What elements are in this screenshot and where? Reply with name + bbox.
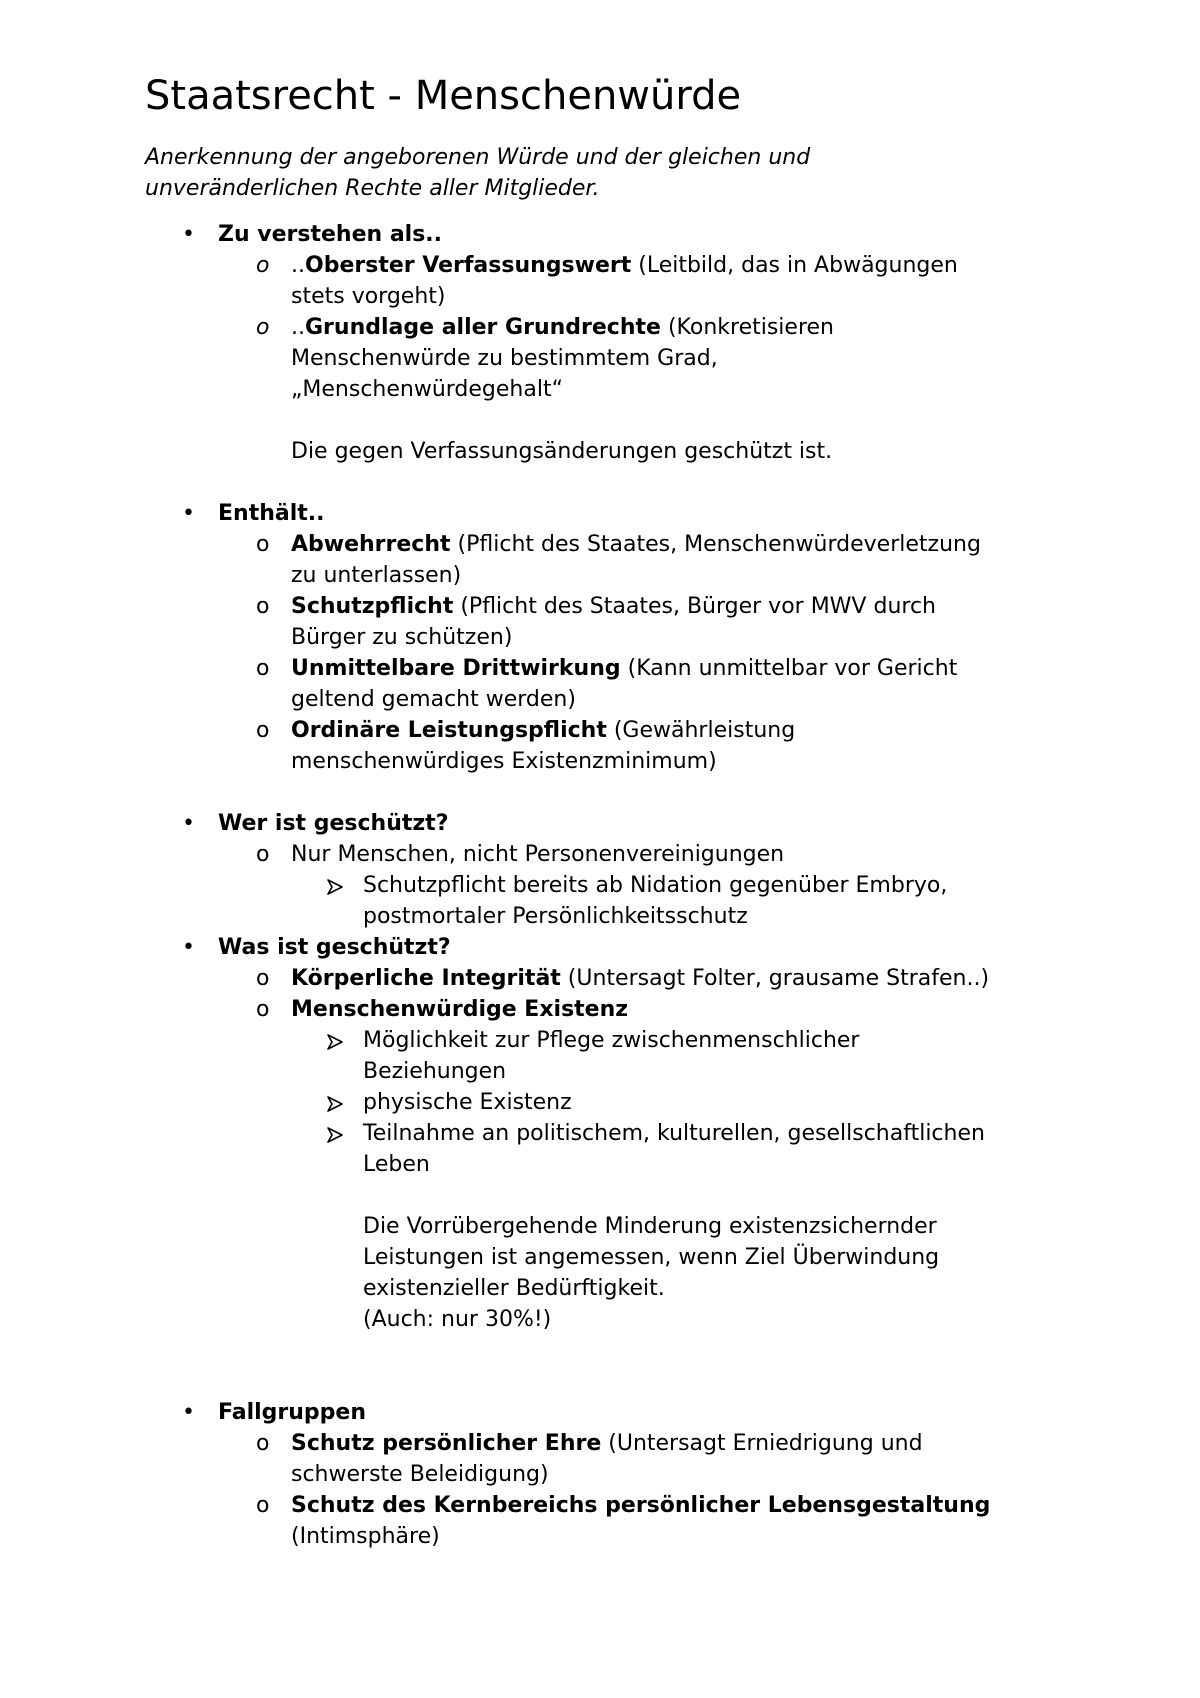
list-item-drittwirkung bbox=[291, 653, 957, 684]
sub-bullet-marker: o bbox=[256, 1431, 270, 1456]
section-heading-was-geschuetzt: Was ist geschützt? bbox=[218, 935, 451, 960]
item-continuation: schwerste Beleidigung) bbox=[291, 1462, 549, 1487]
sub-bullet-marker: o bbox=[256, 315, 270, 340]
item-continuation: Bürger zu schützen) bbox=[291, 625, 513, 650]
sub-item-teilnahme: Teilnahme an politischem, kulturellen, gesellschaftlichen bbox=[363, 1121, 985, 1146]
item-term: Schutzpflicht bbox=[291, 594, 454, 619]
item-continuation: Beziehungen bbox=[363, 1059, 507, 1084]
note-line-1: Die Vorrübergehende Minderung existenzsichernder bbox=[363, 1214, 937, 1239]
list-item-oberster-verfassungswert bbox=[291, 250, 958, 281]
sub-item-pflege-beziehungen: Möglichkeit zur Pflege zwischenmenschlicher bbox=[363, 1028, 860, 1053]
arrow-bullet-icon bbox=[326, 1126, 344, 1144]
section-heading-enthaelt: Enthält.. bbox=[218, 501, 325, 526]
item-text: (Gewährleistung bbox=[606, 718, 796, 743]
section-heading-wer-geschuetzt: Wer ist geschützt? bbox=[218, 811, 449, 836]
item-continuation: stets vorgeht) bbox=[291, 284, 446, 309]
item-term: Körperliche Integrität bbox=[291, 966, 561, 991]
item-text: (Konkretisieren bbox=[660, 315, 834, 340]
sub-bullet-marker: o bbox=[256, 842, 270, 867]
item-text: (Untersagt Erniedrigung und bbox=[601, 1431, 923, 1456]
item-term: Grundlage aller Grundrechte bbox=[305, 315, 661, 340]
item-continuation: menschenwürdiges Existenzminimum) bbox=[291, 749, 717, 774]
bullet-marker: • bbox=[182, 222, 195, 247]
list-item-nur-menschen: Nur Menschen, nicht Personenvereinigungen bbox=[291, 842, 785, 867]
item-text: (Untersagt Folter, grausame Strafen..) bbox=[560, 966, 990, 991]
sub-bullet-marker: o bbox=[256, 532, 270, 557]
item-term: Abwehrrecht bbox=[291, 532, 451, 557]
list-item-schutz-ehre bbox=[291, 1428, 923, 1459]
intro-line-1: Anerkennung der angeborenen Würde und der gleichen und bbox=[145, 145, 811, 170]
list-item-abwehrrecht bbox=[291, 529, 981, 560]
list-item-schutzpflicht bbox=[291, 591, 936, 622]
item-prefix: .. bbox=[291, 253, 305, 278]
item-term: Oberster Verfassungswert bbox=[305, 253, 632, 278]
section-note: Die gegen Verfassungsänderungen geschützt ist. bbox=[291, 439, 833, 464]
item-text: (Kann unmittelbar vor Gericht bbox=[620, 656, 958, 681]
item-continuation: Menschenwürde zu bestimmtem Grad, bbox=[291, 346, 718, 371]
note-line-4: (Auch: nur 30%!) bbox=[363, 1307, 552, 1332]
item-text: (Pflicht des Staates, Menschenwürdeverletzung bbox=[450, 532, 981, 557]
item-continuation: (Intimsphäre) bbox=[291, 1524, 440, 1549]
list-item-leistungspflicht bbox=[291, 715, 795, 746]
item-text: (Pflicht des Staates, Bürger vor MWV durch bbox=[453, 594, 936, 619]
sub-bullet-marker: o bbox=[256, 966, 270, 991]
sub-bullet-marker: o bbox=[256, 718, 270, 743]
section-heading-zu-verstehen: Zu verstehen als.. bbox=[218, 222, 443, 247]
item-continuation: „Menschenwürdegehalt“ bbox=[291, 377, 563, 402]
item-term: Unmittelbare Drittwirkung bbox=[291, 656, 621, 681]
item-term: Schutz des Kernbereichs persönlicher Lebensgestaltung bbox=[291, 1493, 991, 1518]
sub-item-physische-existenz: physische Existenz bbox=[363, 1090, 572, 1115]
note-line-3: existenzieller Bedürftigkeit. bbox=[363, 1276, 665, 1301]
item-term: Schutz persönlicher Ehre bbox=[291, 1431, 602, 1456]
sub-bullet-marker: o bbox=[256, 1493, 270, 1518]
item-text: (Leitbild, das in Abwägungen bbox=[631, 253, 958, 278]
bullet-marker: • bbox=[182, 501, 195, 526]
list-item-grundlage-grundrechte bbox=[291, 312, 834, 343]
item-term: Menschenwürdige Existenz bbox=[291, 997, 629, 1022]
list-item-kernbereich bbox=[291, 1490, 990, 1521]
section-heading-fallgruppen: Fallgruppen bbox=[218, 1400, 367, 1425]
arrow-bullet-icon bbox=[326, 1033, 344, 1051]
bullet-marker: • bbox=[182, 811, 195, 836]
sub-bullet-marker: o bbox=[256, 253, 270, 278]
bullet-marker: • bbox=[182, 1400, 195, 1425]
sub-item-schutzpflicht-nidation: Schutzpflicht bereits ab Nidation gegenüber Embryo, bbox=[363, 873, 948, 898]
arrow-bullet-icon bbox=[326, 878, 344, 896]
intro-line-2: unveränderlichen Rechte aller Mitglieder. bbox=[145, 176, 600, 201]
list-item-menschenwuerdige-existenz bbox=[291, 994, 628, 1025]
item-prefix: .. bbox=[291, 315, 305, 340]
item-continuation: geltend gemacht werden) bbox=[291, 687, 576, 712]
sub-bullet-marker: o bbox=[256, 656, 270, 681]
item-continuation: Leben bbox=[363, 1152, 430, 1177]
item-term: Ordinäre Leistungspflicht bbox=[291, 718, 607, 743]
page-title: Staatsrecht - Menschenwürde bbox=[145, 73, 742, 119]
item-continuation: postmortaler Persönlichkeitsschutz bbox=[363, 904, 748, 929]
intro-paragraph bbox=[145, 142, 1045, 204]
bullet-marker: • bbox=[182, 935, 195, 960]
sub-bullet-marker: o bbox=[256, 997, 270, 1022]
arrow-bullet-icon bbox=[326, 1095, 344, 1113]
note-line-2: Leistungen ist angemessen, wenn Ziel Überwindung bbox=[363, 1245, 940, 1270]
item-continuation: zu unterlassen) bbox=[291, 563, 462, 588]
sub-bullet-marker: o bbox=[256, 594, 270, 619]
list-item-koerperliche-integritaet bbox=[291, 963, 989, 994]
